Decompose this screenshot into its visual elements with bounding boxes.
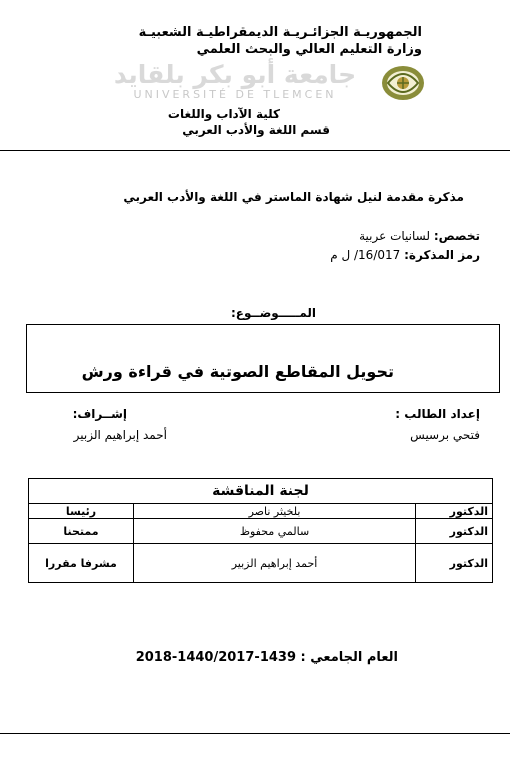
table-row: [29, 504, 493, 519]
committee-table: [28, 478, 493, 583]
thesis-code-value: 16/017/ ل م: [330, 248, 405, 262]
specialty-value: لسانيات عربية: [359, 229, 434, 243]
member-status: مشرفا مقررا: [29, 544, 134, 583]
republic-name: الجمهوريـة الجزائـريـة الديمقراطيـة الشعبيـة: [138, 25, 422, 40]
thesis-purpose: مذكرة مقدمة لنيل شهادة الماستر في اللغة والأدب العربي: [123, 190, 464, 204]
university-logo-arabic: جامعة أبو بكر بلقايد: [113, 60, 357, 89]
specialty-line: [359, 229, 480, 243]
committee-heading: لجنة المناقشة: [29, 479, 493, 504]
footer-divider: [0, 733, 510, 734]
supervisor-name: أحمد إبراهيم الزبير: [73, 428, 167, 442]
table-row: [29, 519, 493, 544]
university-logo-french: UNIVERSITÉ DE TLEMCEN: [133, 88, 337, 101]
member-name: بلخيثر ناصر: [134, 504, 416, 519]
table-row: [29, 544, 493, 583]
student-name: فتحي برسيس: [410, 428, 480, 442]
member-role: الدكتور: [416, 504, 493, 519]
student-label: إعداد الطالب :: [395, 407, 480, 421]
member-status: ممتحنا: [29, 519, 134, 544]
ministry-name: وزارة التعليم العالي والبحث العلمي: [196, 42, 422, 57]
title-box: [26, 324, 500, 393]
academic-year-label: العام الجامعي :: [300, 650, 398, 665]
academic-year: [136, 650, 398, 665]
member-status: رئيسا: [29, 504, 134, 519]
thesis-title: تحويل المقاطع الصوتية في قراءة ورش: [81, 362, 394, 381]
university-emblem-icon: [380, 63, 426, 103]
header-divider: [0, 150, 510, 151]
faculty-name: كلية الآداب واللغات: [167, 107, 280, 121]
thesis-code-label: رمز المذكرة:: [404, 248, 480, 262]
specialty-label: تخصص:: [433, 229, 480, 243]
member-role: الدكتور: [416, 544, 493, 583]
academic-year-value: 1439-1440/2017-2018: [135, 650, 301, 665]
supervisor-label: إشــراف:: [72, 407, 127, 421]
member-name: أحمد إبراهيم الزبير: [134, 544, 416, 583]
department-name: قسم اللغة والأدب العربي: [182, 123, 330, 137]
member-name: سالمي محفوظ: [134, 519, 416, 544]
thesis-code-line: [330, 248, 480, 262]
member-role: الدكتور: [416, 519, 493, 544]
subject-label: المـــــوضــوع:: [230, 306, 316, 320]
